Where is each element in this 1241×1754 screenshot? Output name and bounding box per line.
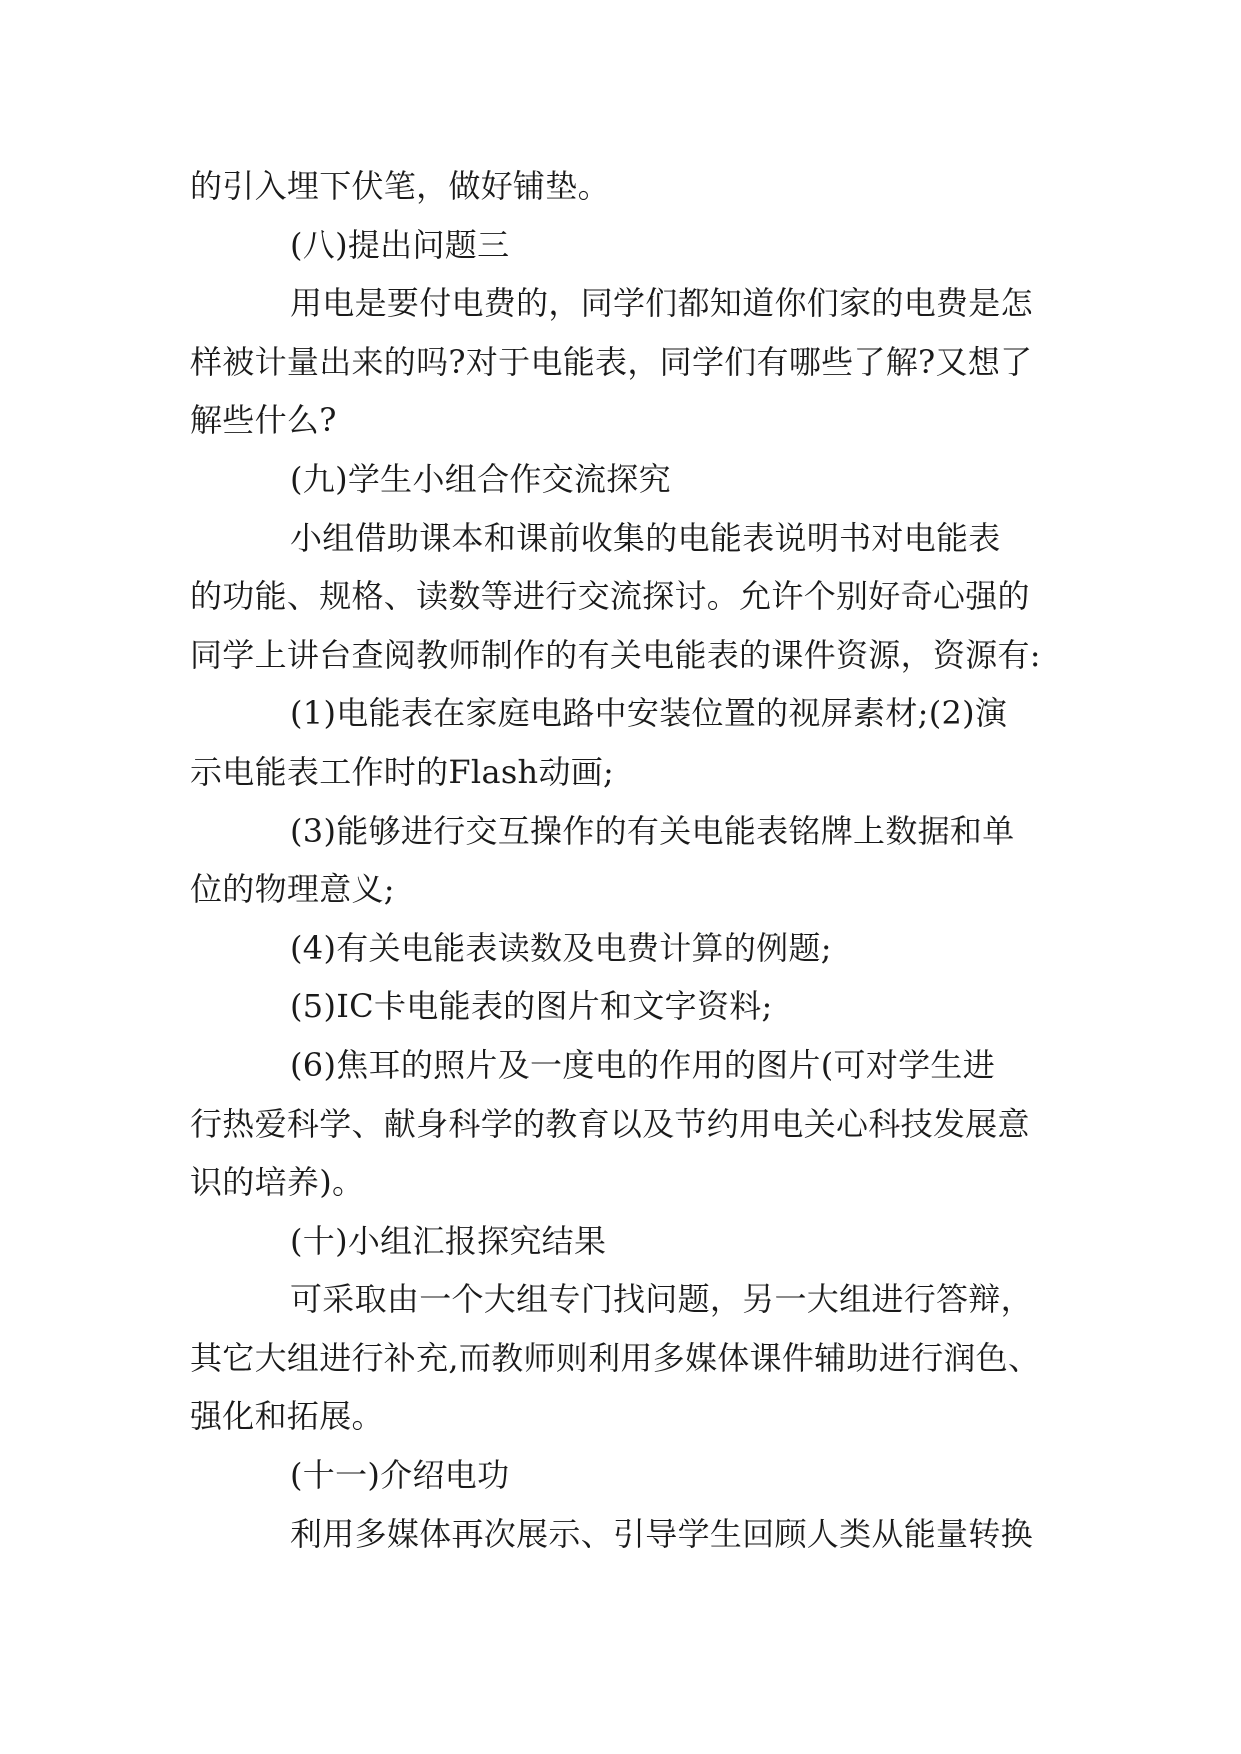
text-line: 样被计量出来的吗?对于电能表，同学们有哪些了解?又想了 (190, 342, 1033, 381)
section-heading-10: (十)小组汇报探究结果 (290, 1221, 607, 1260)
text-line: 行热爱科学、献身科学的教育以及节约用电关心科技发展意 (190, 1104, 1030, 1143)
list-item: (5)IC卡电能表的图片和文字资料; (290, 987, 773, 1026)
text-line: 其它大组进行补充,而教师则利用多媒体课件辅助进行润色、 (190, 1338, 1041, 1377)
section-heading-8: (八)提出问题三 (290, 225, 510, 264)
text-line: 的功能、规格、读数等进行交流探讨。允许个别好奇心强的 (190, 577, 1030, 616)
text-line: 强化和拓展。 (190, 1397, 384, 1436)
text-line: 的引入埋下伏笔，做好铺垫。 (190, 167, 610, 205)
list-item: (4)有关电能表读数及电费计算的例题; (290, 928, 832, 967)
document-body (190, 157, 1064, 1563)
text-line: 可采取由一个大组专门找问题，另一大组进行答辩， (290, 1280, 1033, 1319)
text-line: 示电能表工作时的Flash动画; (190, 752, 615, 791)
section-heading-11: (十一)介绍电功 (290, 1456, 510, 1495)
text-line: 小组借助课本和课前收集的电能表说明书对电能表 (290, 518, 1001, 557)
text-line: 位的物理意义; (190, 870, 395, 909)
text-line: 识的培养)。 (190, 1163, 365, 1202)
text-line: 解些什么? (190, 401, 337, 440)
text-line: 同学上讲台查阅教师制作的有关电能表的课件资源，资源有: (190, 635, 1041, 674)
list-item: (1)电能表在家庭电路中安装位置的视屏素材;(2)演 (290, 694, 1008, 733)
text-line: 用电是要付电费的，同学们都知道你们家的电费是怎 (290, 284, 1033, 323)
section-heading-9: (九)学生小组合作交流探究 (290, 459, 671, 498)
text-line: 利用多媒体再次展示、引导学生回顾人类从能量转换 (290, 1514, 1033, 1553)
list-item: (6)焦耳的照片及一度电的作用的图片(可对学生进 (290, 1045, 996, 1084)
list-item: (3)能够进行交互操作的有关电能表铭牌上数据和单 (290, 811, 1015, 850)
